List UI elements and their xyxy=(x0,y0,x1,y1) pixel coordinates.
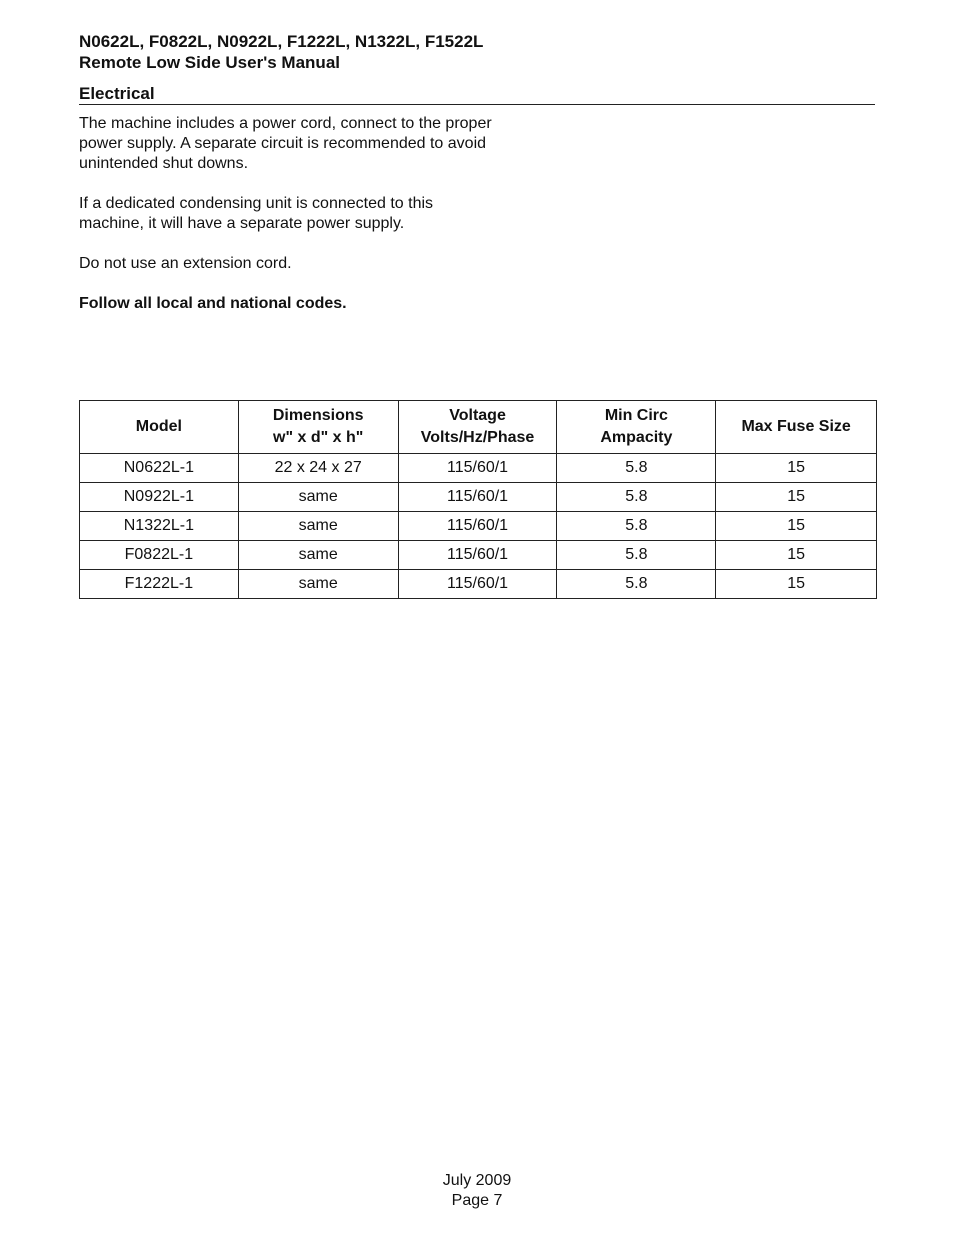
cell-voltage: 115/60/1 xyxy=(398,512,557,541)
cell-model: F1222L-1 xyxy=(80,570,239,599)
cell-dimensions: same xyxy=(238,512,398,541)
document-header xyxy=(79,31,483,73)
cell-fuse: 15 xyxy=(716,570,877,599)
cell-fuse: 15 xyxy=(716,541,877,570)
cell-model: N0922L-1 xyxy=(80,483,239,512)
cell-model: N0622L-1 xyxy=(80,454,239,483)
table-row xyxy=(80,483,877,512)
page-footer xyxy=(0,1171,954,1211)
cell-dimensions: same xyxy=(238,541,398,570)
model-list: N0622L, F0822L, N0922L, F1222L, N1322L, F1522L xyxy=(79,32,484,51)
section-body xyxy=(79,114,499,334)
section-title: Electrical xyxy=(79,84,875,105)
cell-model: N1322L-1 xyxy=(80,512,239,541)
footer-date: July 2009 xyxy=(442,1172,512,1189)
paragraph-extension-cord: Do not use an extension cord. xyxy=(79,255,292,272)
table-header-row xyxy=(80,401,877,454)
table-row xyxy=(80,541,877,570)
cell-voltage: 115/60/1 xyxy=(398,483,557,512)
cell-dimensions: same xyxy=(238,483,398,512)
cell-model: F0822L-1 xyxy=(80,541,239,570)
cell-dimensions: 22 x 24 x 27 xyxy=(238,454,398,483)
cell-ampacity: 5.8 xyxy=(557,454,716,483)
cell-ampacity: 5.8 xyxy=(557,570,716,599)
header-voltage: Voltage Volts/Hz/Phase xyxy=(398,401,557,454)
manual-title: Remote Low Side User's Manual xyxy=(79,53,340,72)
cell-dimensions: same xyxy=(238,570,398,599)
paragraph-codes: Follow all local and national codes. xyxy=(79,295,347,312)
table-row xyxy=(80,512,877,541)
header-min-circ-ampacity: Min Circ Ampacity xyxy=(557,401,716,454)
table-row xyxy=(80,454,877,483)
header-model: Model xyxy=(80,401,239,454)
cell-ampacity: 5.8 xyxy=(557,541,716,570)
cell-ampacity: 5.8 xyxy=(557,483,716,512)
cell-ampacity: 5.8 xyxy=(557,512,716,541)
cell-fuse: 15 xyxy=(716,454,877,483)
cell-voltage: 115/60/1 xyxy=(398,454,557,483)
paragraph-power-cord: The machine includes a power cord, connect to the proper power supply. A separate circuit is recommended to avoid unintended shut downs. xyxy=(79,115,492,172)
cell-voltage: 115/60/1 xyxy=(398,570,557,599)
paragraph-condensing-unit: If a dedicated condensing unit is connected to this machine, it will have a separate power supply. xyxy=(79,195,434,232)
cell-fuse: 15 xyxy=(716,512,877,541)
header-max-fuse-size: Max Fuse Size xyxy=(716,401,877,454)
page-number: Page 7 xyxy=(451,1192,503,1209)
cell-voltage: 115/60/1 xyxy=(398,541,557,570)
cell-fuse: 15 xyxy=(716,483,877,512)
table-row xyxy=(80,570,877,599)
electrical-spec-table xyxy=(79,400,877,599)
header-dimensions: Dimensions w" x d" x h" xyxy=(238,401,398,454)
